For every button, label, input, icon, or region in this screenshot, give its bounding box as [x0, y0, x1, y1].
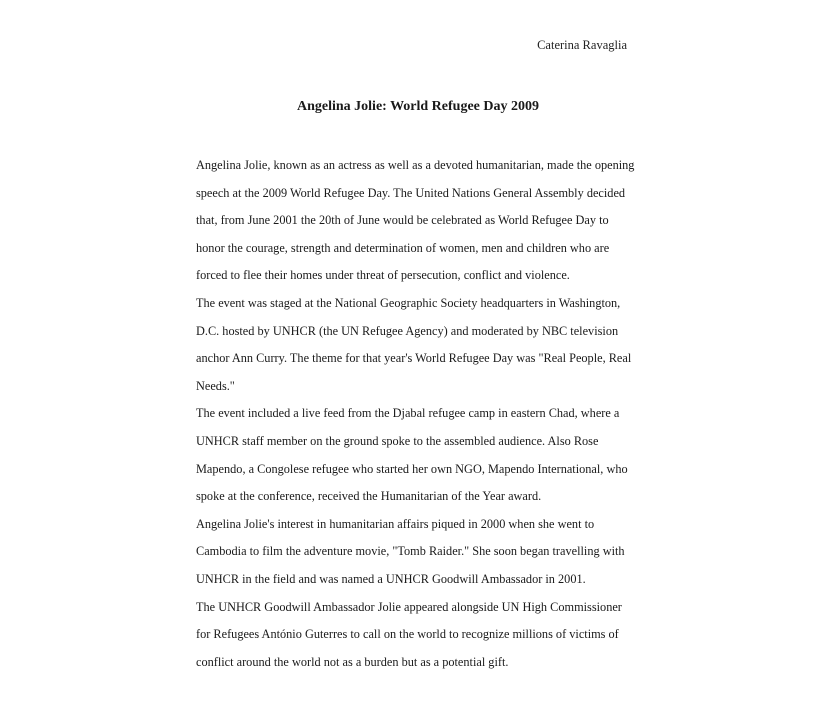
body-line: Angelina Jolie, known as an actress as well as a devoted humanitarian, made the opening — [196, 158, 635, 172]
author-name: Caterina Ravaglia — [537, 38, 627, 52]
body-line: Angelina Jolie's interest in humanitarian affairs piqued in 2000 when she went to — [196, 516, 595, 531]
body-line: Mapendo, a Congolese refugee who started her own NGO, Mapendo International, who — [196, 461, 628, 476]
body-line: for Refugees António Guterres to call on the world to recognize millions of victims of — [196, 627, 619, 642]
body-line: Cambodia to film the adventure movie, "Tomb Raider." She soon began travelling with — [196, 544, 625, 559]
body-line: that, from June 2001 the 20th of June would be celebrated as World Refugee Day to — [196, 213, 609, 228]
body-line: UNHCR staff member on the ground spoke to the assembled audience. Also Rose — [196, 433, 599, 448]
body-line: anchor Ann Curry. The theme for that year's World Refugee Day was "Real People, Real — [196, 351, 632, 366]
body-line: forced to flee their homes under threat of persecution, conflict and violence. — [196, 268, 570, 283]
body-line: Needs." — [196, 378, 235, 393]
document-title: Angelina Jolie: World Refugee Day 2009 — [296, 99, 539, 114]
body-line: The event included a live feed from the Djabal refugee camp in eastern Chad, where a — [196, 406, 620, 421]
body-line: spoke at the conference, received the Humanitarian of the Year award. — [196, 489, 542, 504]
body-line: conflict around the world not as a burden but as a potential gift. — [196, 654, 509, 669]
body-line: The event was staged at the National Geographic Society headquarters in Washington, — [196, 295, 621, 310]
body-line: D.C. hosted by UNHCR (the UN Refugee Agency) and moderated by NBC television — [196, 323, 619, 338]
body-line: The UNHCR Goodwill Ambassador Jolie appeared alongside UN High Commissioner — [196, 599, 622, 614]
body-line: honor the courage, strength and determination of women, men and children who are — [196, 240, 610, 255]
body-line: speech at the 2009 World Refugee Day. The United Nations General Assembly decided — [196, 185, 626, 200]
body-line: UNHCR in the field and was named a UNHCR Goodwill Ambassador in 2001. — [196, 571, 586, 586]
document-body — [196, 152, 636, 676]
